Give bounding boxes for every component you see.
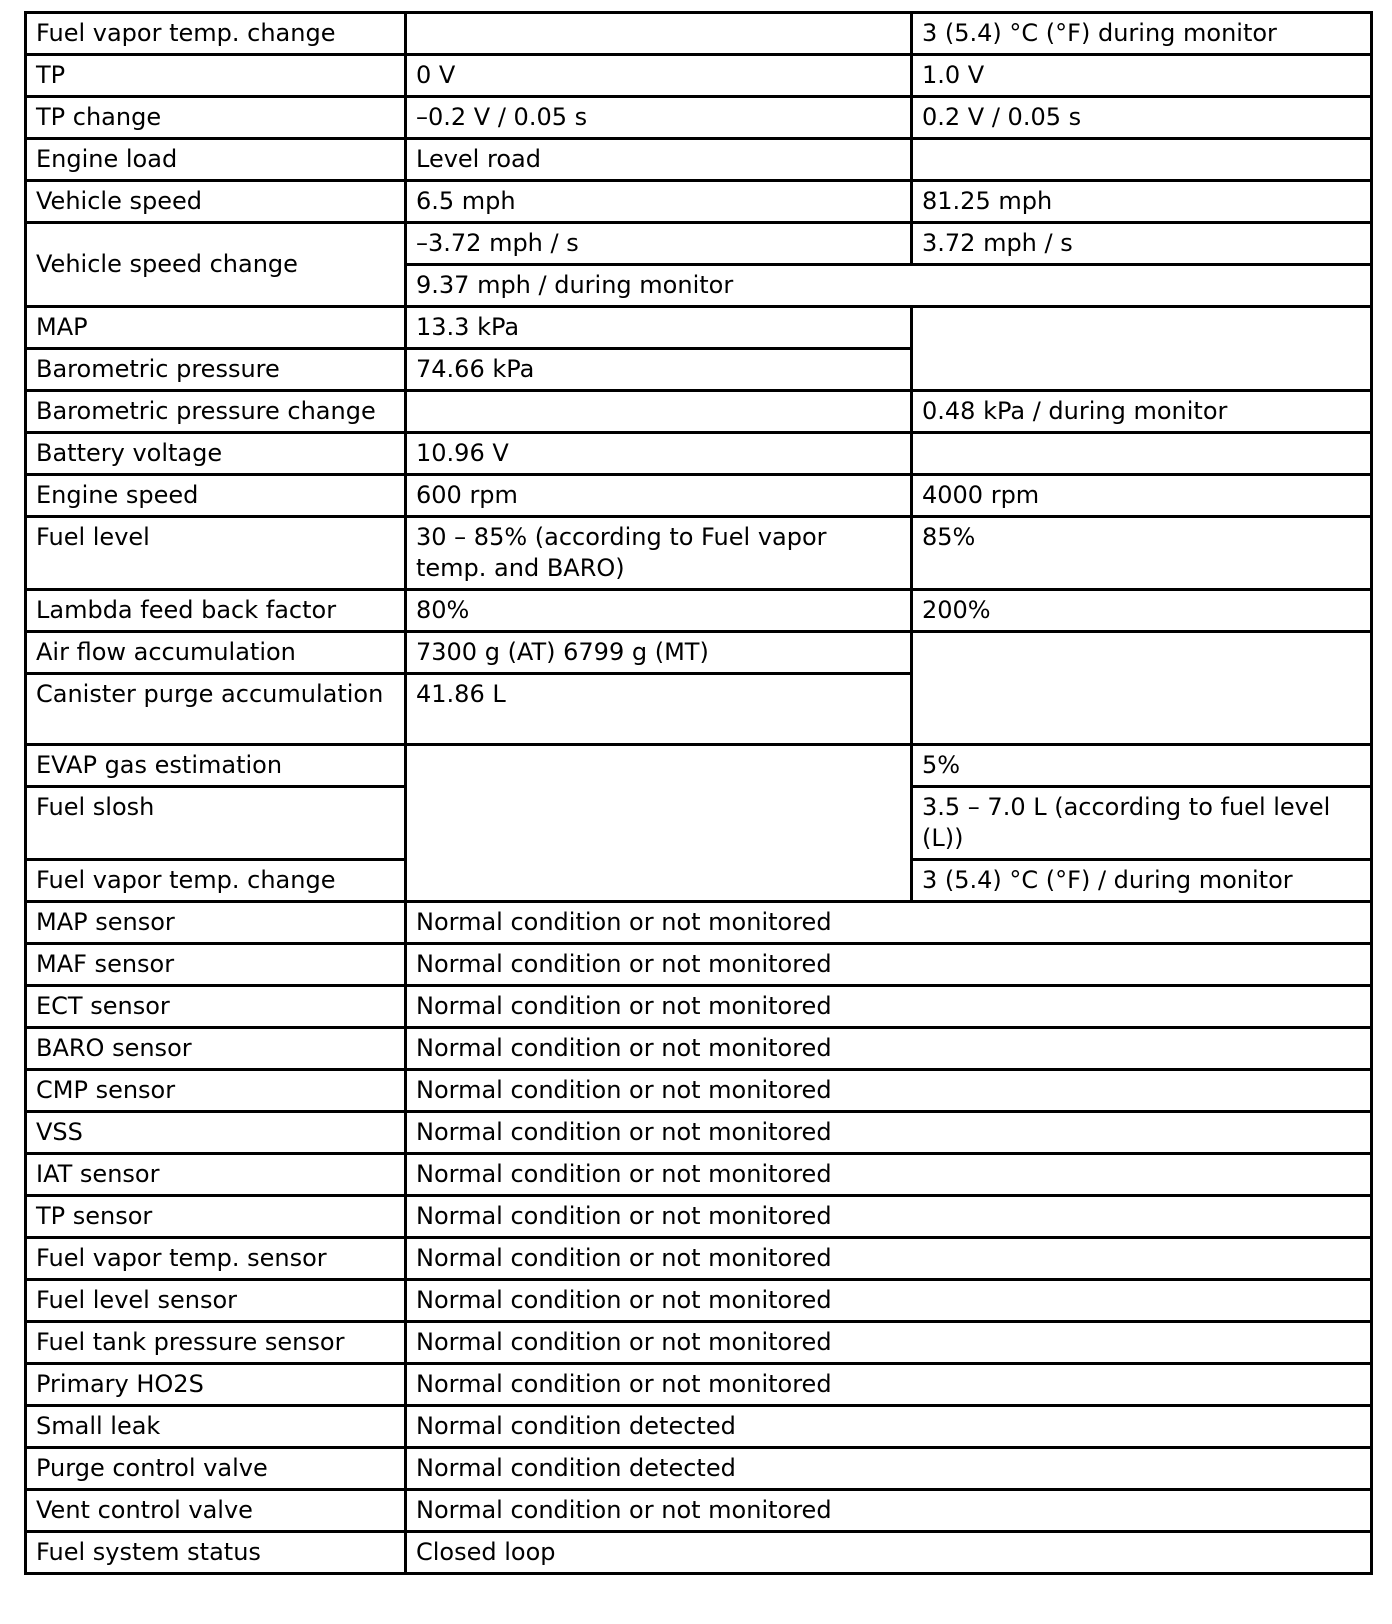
row-label: Battery voltage (26, 433, 406, 475)
row-label: Lambda feed back factor (26, 590, 406, 632)
min-value: 0 V (406, 55, 912, 97)
max-value: 0.2 V / 0.05 s (912, 97, 1372, 139)
row-label: Canister purge accumulation (26, 674, 406, 745)
max-value: 85% (912, 517, 1372, 590)
min-value: 600 rpm (406, 475, 912, 517)
min-value: 6.5 mph (406, 181, 912, 223)
status-row (26, 1532, 1372, 1574)
max-value: 5% (912, 745, 1372, 787)
min-value: 13.3 kPa (406, 307, 912, 349)
max-value: 3.5 – 7.0 L (according to fuel level (L)) (912, 787, 1372, 860)
status-label: CMP sensor (26, 1070, 406, 1112)
status-label: Fuel level sensor (26, 1280, 406, 1322)
status-row (26, 1154, 1372, 1196)
row-label: Fuel vapor temp. change (26, 860, 406, 902)
table-row (26, 97, 1372, 139)
table-row (26, 745, 1372, 787)
max-value: 3 (5.4) °C (°F) during monitor (912, 13, 1372, 55)
status-value: Normal condition or not monitored (406, 902, 1372, 944)
row-label: TP (26, 55, 406, 97)
status-label: ECT sensor (26, 986, 406, 1028)
row-label: TP change (26, 97, 406, 139)
min-value (406, 13, 912, 55)
status-row (26, 902, 1372, 944)
row-label: Barometric pressure change (26, 391, 406, 433)
row-label: Vehicle speed change (26, 223, 406, 307)
status-value: Normal condition or not monitored (406, 1238, 1372, 1280)
status-value: Normal condition or not monitored (406, 1070, 1372, 1112)
table-row (26, 590, 1372, 632)
empty-cell (912, 632, 1372, 745)
max-value (912, 139, 1372, 181)
status-label: VSS (26, 1112, 406, 1154)
status-row (26, 1112, 1372, 1154)
status-label: Fuel tank pressure sensor (26, 1322, 406, 1364)
status-label: IAT sensor (26, 1154, 406, 1196)
table-row (26, 475, 1372, 517)
status-row (26, 1364, 1372, 1406)
status-value: Normal condition or not monitored (406, 1280, 1372, 1322)
status-label: TP sensor (26, 1196, 406, 1238)
table-row (26, 13, 1372, 55)
min-value: 74.66 kPa (406, 349, 912, 391)
status-label: Fuel system status (26, 1532, 406, 1574)
row-label: Fuel level (26, 517, 406, 590)
status-row (26, 944, 1372, 986)
status-value: Normal condition or not monitored (406, 1028, 1372, 1070)
max-value: 81.25 mph (912, 181, 1372, 223)
min-value: 10.96 V (406, 433, 912, 475)
row-label: Fuel slosh (26, 787, 406, 860)
max-value: 200% (912, 590, 1372, 632)
min-value: –3.72 mph / s (406, 223, 912, 265)
status-label: Fuel vapor temp. sensor (26, 1238, 406, 1280)
status-row (26, 1322, 1372, 1364)
status-row (26, 1448, 1372, 1490)
status-value: Normal condition or not monitored (406, 1322, 1372, 1364)
table-row (26, 181, 1372, 223)
status-row (26, 1406, 1372, 1448)
during-monitor-value: 9.37 mph / during monitor (406, 265, 1372, 307)
status-label: BARO sensor (26, 1028, 406, 1070)
row-label: Engine load (26, 139, 406, 181)
status-row (26, 1238, 1372, 1280)
table-row (26, 139, 1372, 181)
status-value: Normal condition or not monitored (406, 944, 1372, 986)
max-value: 0.48 kPa / during monitor (912, 391, 1372, 433)
status-row (26, 1070, 1372, 1112)
status-row (26, 1196, 1372, 1238)
min-value (406, 391, 912, 433)
status-value: Normal condition or not monitored (406, 1490, 1372, 1532)
status-value: Normal condition or not monitored (406, 1364, 1372, 1406)
min-value: 7300 g (AT) 6799 g (MT) (406, 632, 912, 674)
max-value: 3.72 mph / s (912, 223, 1372, 265)
status-label: Small leak (26, 1406, 406, 1448)
row-label: Engine speed (26, 475, 406, 517)
row-label: EVAP gas estimation (26, 745, 406, 787)
status-row (26, 1280, 1372, 1322)
table-row (26, 55, 1372, 97)
status-value: Closed loop (406, 1532, 1372, 1574)
max-value: 3 (5.4) °C (°F) / during monitor (912, 860, 1372, 902)
status-value: Normal condition detected (406, 1448, 1372, 1490)
status-value: Normal condition or not monitored (406, 986, 1372, 1028)
table-row (26, 391, 1372, 433)
status-value: Normal condition detected (406, 1406, 1372, 1448)
table-row (26, 517, 1372, 590)
table-row (26, 223, 1372, 265)
min-value: –0.2 V / 0.05 s (406, 97, 912, 139)
table-row (26, 307, 1372, 349)
table-row (26, 632, 1372, 674)
table-row (26, 433, 1372, 475)
status-label: MAF sensor (26, 944, 406, 986)
max-value: 1.0 V (912, 55, 1372, 97)
status-row (26, 1028, 1372, 1070)
min-value: 41.86 L (406, 674, 912, 745)
row-label: Vehicle speed (26, 181, 406, 223)
min-value: 30 – 85% (according to Fuel vapor temp. and BARO) (406, 517, 912, 590)
status-label: Primary HO2S (26, 1364, 406, 1406)
status-value: Normal condition or not monitored (406, 1112, 1372, 1154)
row-label: Fuel vapor temp. change (26, 13, 406, 55)
min-value: Level road (406, 139, 912, 181)
max-value (912, 433, 1372, 475)
status-row (26, 986, 1372, 1028)
max-value: 4000 rpm (912, 475, 1372, 517)
row-label: Barometric pressure (26, 349, 406, 391)
status-row (26, 1490, 1372, 1532)
status-label: Purge control valve (26, 1448, 406, 1490)
empty-cell (912, 307, 1372, 391)
status-value: Normal condition or not monitored (406, 1154, 1372, 1196)
row-label: Air flow accumulation (26, 632, 406, 674)
min-value: 80% (406, 590, 912, 632)
row-label: MAP (26, 307, 406, 349)
status-label: Vent control valve (26, 1490, 406, 1532)
empty-cell (406, 745, 912, 902)
status-label: MAP sensor (26, 902, 406, 944)
monitor-conditions-table (24, 11, 1373, 1575)
status-value: Normal condition or not monitored (406, 1196, 1372, 1238)
